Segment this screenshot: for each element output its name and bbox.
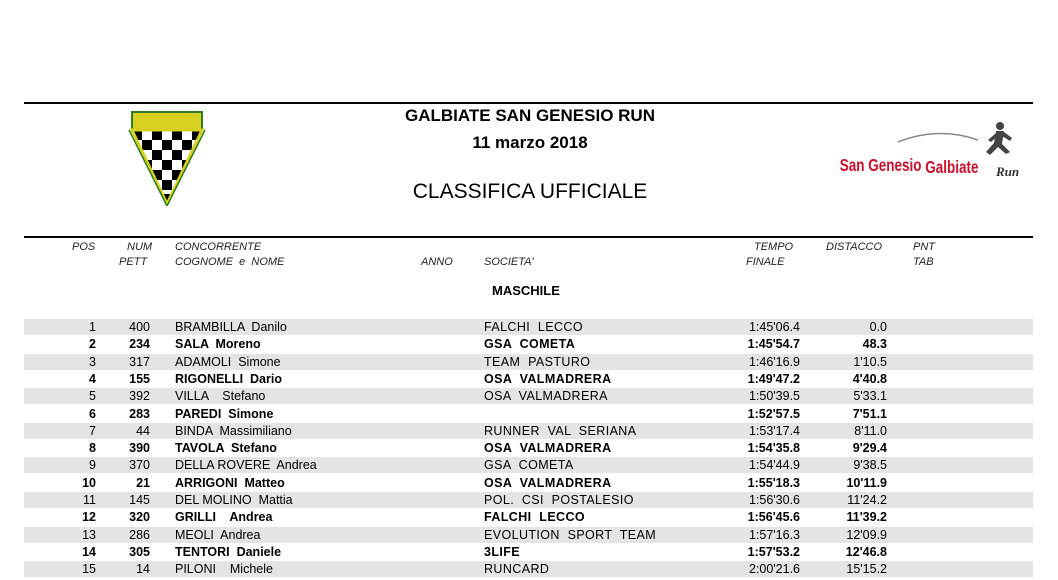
row-pos: 11 xyxy=(83,493,96,507)
row-athlete-name: ADAMOLI Simone xyxy=(175,354,281,369)
header-rule xyxy=(24,236,1033,238)
row-final-time: 1:57'16.3 xyxy=(748,527,800,542)
row-athlete-name: DEL MOLINO Mattia xyxy=(175,493,293,507)
row-bib-number: 400 xyxy=(129,320,150,334)
row-pos: 3 xyxy=(89,354,96,369)
row-pos: 14 xyxy=(82,544,96,559)
table-row xyxy=(24,319,1033,335)
row-final-time: 1:50'39.5 xyxy=(748,389,800,404)
fidal-logo xyxy=(128,108,206,206)
section-label: MASCHILE xyxy=(492,283,560,298)
row-final-time: 1:45'06.4 xyxy=(748,320,800,334)
row-gap: 1'10.5 xyxy=(853,354,887,369)
table-row xyxy=(24,527,1033,543)
row-club: 3LIFE xyxy=(484,544,521,559)
row-club: OSA VALMADRERA xyxy=(484,389,608,404)
row-club: RUNCARD xyxy=(484,562,550,577)
row-athlete-name: PILONI Michele xyxy=(175,562,273,577)
table-row xyxy=(24,561,1033,577)
row-athlete-name: TENTORI Daniele xyxy=(175,544,282,559)
row-bib-number: 283 xyxy=(129,406,150,421)
row-gap: 9'38.5 xyxy=(853,458,887,473)
row-gap: 12'09.9 xyxy=(846,527,887,542)
row-club: FALCHI LECCO xyxy=(484,510,586,525)
row-gap: 11'39.2 xyxy=(846,510,887,525)
runner-icon xyxy=(986,122,1012,155)
row-final-time: 1:56'30.6 xyxy=(748,493,800,507)
row-club: OSA VALMADRERA xyxy=(484,371,612,386)
table-row xyxy=(24,388,1033,404)
row-gap: 7'51.1 xyxy=(852,406,887,421)
row-final-time: 1:54'35.8 xyxy=(747,441,800,456)
row-final-time: 1:45'54.7 xyxy=(747,337,800,352)
header-anno: ANNO xyxy=(421,256,453,268)
table-row xyxy=(24,492,1033,508)
row-bib-number: 317 xyxy=(129,354,150,369)
row-final-time: 1:46'16.9 xyxy=(748,354,800,369)
row-pos: 5 xyxy=(89,389,96,404)
row-club: POL. CSI POSTALESIO xyxy=(484,493,634,507)
row-final-time: 1:53'17.4 xyxy=(748,423,800,438)
classification-title: CLASSIFICA UFFICIALE xyxy=(412,180,648,203)
row-final-time: 1:49'47.2 xyxy=(747,371,800,386)
table-row xyxy=(24,371,1033,387)
row-final-time: 1:57'53.2 xyxy=(747,544,800,559)
row-bib-number: 14 xyxy=(136,562,150,577)
row-gap: 10'11.9 xyxy=(846,475,887,490)
row-bib-number: 286 xyxy=(129,527,150,542)
row-athlete-name: BRAMBILLA Danilo xyxy=(175,320,287,334)
row-club: OSA VALMADRERA xyxy=(484,475,612,490)
row-club: OSA VALMADRERA xyxy=(484,441,612,456)
row-club: TEAM PASTURO xyxy=(484,354,591,369)
row-athlete-name: GRILLI Andrea xyxy=(175,510,273,525)
event-date: 11 marzo 2018 xyxy=(472,133,588,152)
row-gap: 5'33.1 xyxy=(853,389,887,404)
row-pos: 9 xyxy=(89,458,96,473)
row-athlete-name: MEOLI Andrea xyxy=(175,527,261,542)
row-athlete-name: SALA Moreno xyxy=(175,337,261,352)
row-final-time: 1:56'45.6 xyxy=(747,510,800,525)
row-pos: 15 xyxy=(82,562,96,577)
row-club: FALCHI LECCO xyxy=(484,320,583,334)
row-gap: 11'24.2 xyxy=(847,493,887,507)
row-pos: 12 xyxy=(82,510,96,525)
header-tempo: TEMPO xyxy=(754,241,794,253)
row-gap: 12'46.8 xyxy=(845,544,887,559)
row-gap: 15'15.2 xyxy=(846,562,887,577)
header-cognome-nome: COGNOME e NOME xyxy=(175,256,285,268)
header-societa: SOCIETA' xyxy=(484,256,534,268)
row-athlete-name: RIGONELLI Dario xyxy=(175,371,282,386)
row-bib-number: 305 xyxy=(129,544,150,559)
row-bib-number: 370 xyxy=(129,458,150,473)
event-logo-text-1: San Genesio xyxy=(839,156,922,176)
header-distacco: DISTACCO xyxy=(826,241,883,253)
row-bib-number: 145 xyxy=(129,493,150,507)
row-athlete-name: TAVOLA Stefano xyxy=(175,441,277,456)
row-pos: 4 xyxy=(89,371,96,386)
table-row xyxy=(24,336,1033,352)
row-athlete-name: ARRIGONI Matteo xyxy=(175,475,285,490)
row-gap: 8'11.0 xyxy=(854,423,887,438)
row-final-time: 2:00'21.6 xyxy=(748,562,800,577)
row-athlete-name: VILLA Stefano xyxy=(175,389,266,404)
header-finale: FINALE xyxy=(746,256,785,268)
row-athlete-name: PAREDI Simone xyxy=(175,406,274,421)
row-final-time: 1:52'57.5 xyxy=(747,406,800,421)
header-tab: TAB xyxy=(913,256,934,268)
row-club: EVOLUTION SPORT TEAM xyxy=(484,527,657,542)
header-pett: PETT xyxy=(119,256,148,268)
row-bib-number: 44 xyxy=(136,423,150,438)
table-row xyxy=(24,440,1033,456)
row-final-time: 1:54'44.9 xyxy=(748,458,800,473)
event-logo-text-2: Galbiate xyxy=(925,158,979,178)
table-row xyxy=(24,544,1033,560)
row-bib-number: 21 xyxy=(136,475,150,490)
row-club: GSA COMETA xyxy=(484,458,574,473)
table-row xyxy=(24,406,1033,422)
row-pos: 8 xyxy=(89,441,96,456)
top-rule xyxy=(24,102,1033,104)
table-row xyxy=(24,509,1033,525)
row-pos: 1 xyxy=(89,320,96,334)
row-pos: 13 xyxy=(82,527,96,542)
row-pos: 10 xyxy=(82,475,96,490)
row-pos: 6 xyxy=(89,406,96,421)
row-gap: 0.0 xyxy=(869,320,887,334)
row-gap: 4'40.8 xyxy=(852,371,887,386)
row-athlete-name: BINDA Massimiliano xyxy=(175,423,292,438)
row-athlete-name: DELLA ROVERE Andrea xyxy=(175,458,317,473)
table-row xyxy=(24,475,1033,491)
header-pnt: PNT xyxy=(913,241,935,253)
row-gap: 9'29.4 xyxy=(852,441,887,456)
header-num: NUM xyxy=(127,241,153,253)
row-pos: 2 xyxy=(89,337,96,352)
row-bib-number: 320 xyxy=(129,510,150,525)
row-pos: 7 xyxy=(89,423,96,438)
table-row xyxy=(24,354,1033,370)
event-logo-text-3: Run xyxy=(996,164,1020,179)
row-bib-number: 234 xyxy=(129,337,150,352)
event-title: GALBIATE SAN GENESIO RUN xyxy=(405,106,655,125)
row-gap: 48.3 xyxy=(862,337,887,352)
row-bib-number: 155 xyxy=(129,371,150,386)
table-row xyxy=(24,423,1033,439)
row-club: RUNNER VAL SERIANA xyxy=(484,423,637,438)
event-logo xyxy=(838,118,1033,182)
header-concorrente: CONCORRENTE xyxy=(175,241,262,253)
table-row xyxy=(24,457,1033,473)
row-club: GSA COMETA xyxy=(484,337,576,352)
row-bib-number: 392 xyxy=(129,389,150,404)
row-final-time: 1:55'18.3 xyxy=(747,475,800,490)
header-pos: POS xyxy=(72,241,96,253)
row-bib-number: 390 xyxy=(129,441,150,456)
